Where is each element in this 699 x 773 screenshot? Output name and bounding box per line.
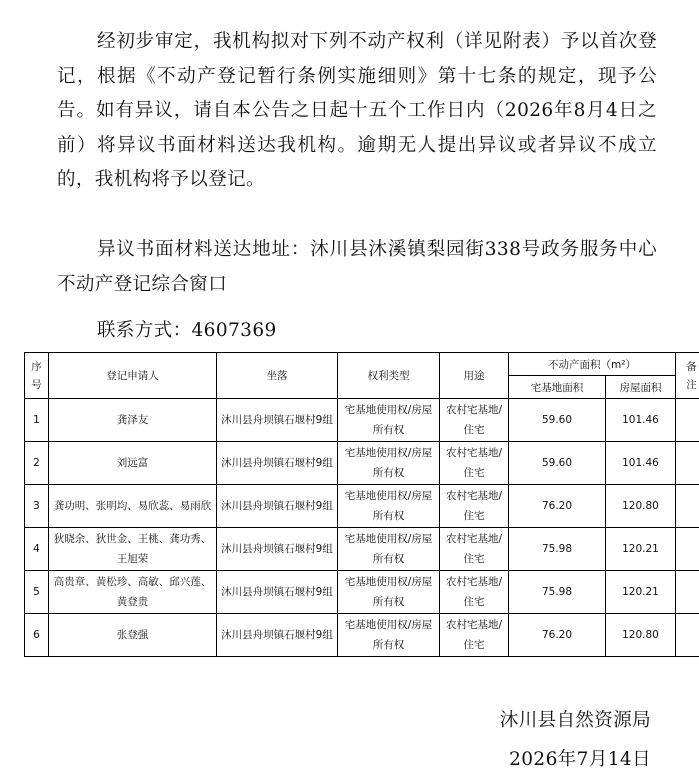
cell-house-area: 120.21 [606,528,676,571]
signature-date: 2026年7月14日 [509,749,651,770]
header-house-area: 房屋面积 [606,376,676,399]
header-applicant: 登记申请人 [49,353,217,399]
notice-contact: 联系方式：4607369 [97,320,277,341]
cell-seq: 2 [25,442,49,485]
table-row [25,399,699,442]
cell-land-area: 75.98 [509,571,606,614]
cell-right-type: 宅基地使用权/房屋所有权 [338,399,440,442]
cell-applicant: 龚功明、张明均、易欣蕊、易雨欣 [49,485,217,528]
cell-land-area: 75.98 [509,528,606,571]
cell-house-area: 120.80 [606,485,676,528]
table-row [25,571,699,614]
cell-usage: 农村宅基地/住宅 [440,442,509,485]
cell-seq: 5 [25,571,49,614]
cell-remark [676,528,699,571]
cell-location: 沐川县舟坝镇石堰村9组 [217,399,338,442]
cell-seq: 1 [25,399,49,442]
header-right-type: 权利类型 [338,353,440,399]
cell-right-type: 宅基地使用权/房屋所有权 [338,528,440,571]
header-usage: 用途 [440,353,509,399]
cell-usage: 农村宅基地/住宅 [440,399,509,442]
cell-applicant: 刘远富 [49,442,217,485]
cell-usage: 农村宅基地/住宅 [440,485,509,528]
cell-remark [676,485,699,528]
cell-seq: 4 [25,528,49,571]
cell-house-area: 120.21 [606,571,676,614]
table-row [25,485,699,528]
cell-location: 沐川县舟坝镇石堰村9组 [217,528,338,571]
cell-land-area: 59.60 [509,399,606,442]
table-row [25,528,699,571]
cell-right-type: 宅基地使用权/房屋所有权 [338,442,440,485]
cell-usage: 农村宅基地/住宅 [440,571,509,614]
cell-house-area: 101.46 [606,442,676,485]
cell-seq: 6 [25,614,49,657]
cell-applicant: 龚泽友 [49,399,217,442]
cell-land-area: 76.20 [509,614,606,657]
cell-location: 沐川县舟坝镇石堰村9组 [217,485,338,528]
header-seq: 序号 [25,353,49,399]
header-land-area: 宅基地面积 [509,376,606,399]
cell-right-type: 宅基地使用权/房屋所有权 [338,485,440,528]
cell-remark [676,399,699,442]
property-registration-table [24,352,699,657]
cell-remark [676,614,699,657]
cell-land-area: 76.20 [509,485,606,528]
cell-usage: 农村宅基地/住宅 [440,528,509,571]
table-row [25,614,699,657]
cell-house-area: 120.80 [606,614,676,657]
cell-remark [676,442,699,485]
table-row [25,442,699,485]
cell-location: 沐川县舟坝镇石堰村9组 [217,571,338,614]
cell-remark [676,571,699,614]
cell-usage: 农村宅基地/住宅 [440,614,509,657]
header-area-group: 不动产面积（m²） [509,353,676,376]
cell-applicant: 狄晓余、狄世金、王桃、龚功秀、王旭荣 [49,528,217,571]
notice-paragraph-main: 经初步审定，我机构拟对下列不动产权利（详见附表）予以首次登记，根据《不动产登记暂行条例实施细则》第十七条的规定，现予公告。如有异议，请自本公告之日起十五个工作日内（2026年8月4日之前）将异议书面材料送达我机构。逾期无人提出异议或者异议不成立的，我机构将予以登记。 [57,31,657,190]
cell-right-type: 宅基地使用权/房屋所有权 [338,571,440,614]
cell-seq: 3 [25,485,49,528]
cell-applicant: 张登强 [49,614,217,657]
cell-land-area: 59.60 [509,442,606,485]
cell-house-area: 101.46 [606,399,676,442]
cell-right-type: 宅基地使用权/房屋所有权 [338,614,440,657]
signature-organization: 沐川县自然资源局 [499,710,651,731]
cell-applicant: 高贵章、黄松珍、高敏、邱兴莲、黄登贵 [49,571,217,614]
cell-location: 沐川县舟坝镇石堰村9组 [217,614,338,657]
notice-paragraph-address: 异议书面材料送达地址：沐川县沐溪镇梨园街338号政务服务中心不动产登记综合窗口 [57,239,657,295]
header-remark: 备注 [676,353,699,399]
header-location: 坐落 [217,353,338,399]
cell-location: 沐川县舟坝镇石堰村9组 [217,442,338,485]
